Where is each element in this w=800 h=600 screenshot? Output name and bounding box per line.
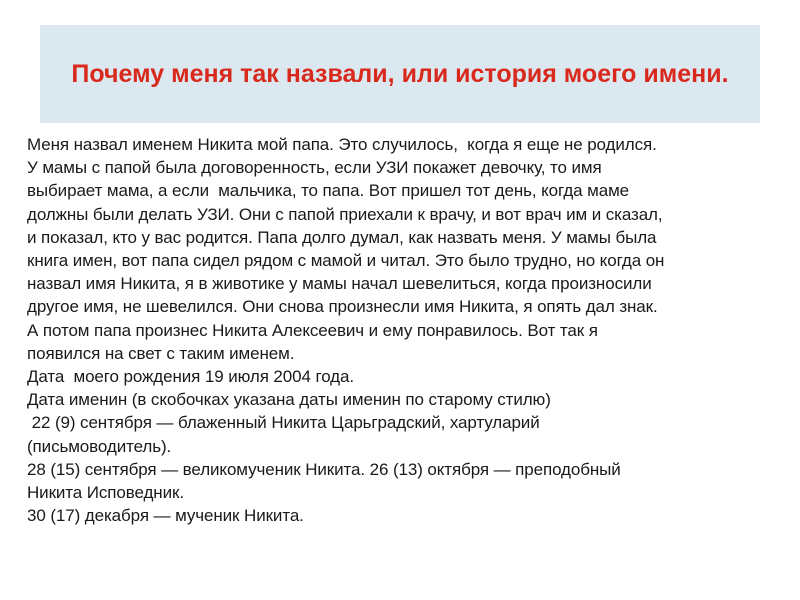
text-line: назвал имя Никита, я в животике у мамы начал шевелиться, когда произносили [27, 274, 652, 294]
birth-date-line: Дата моего рождения 19 июля 2004 года. [27, 367, 354, 387]
text-line: Меня назвал именем Никита мой папа. Это случилось, когда я еще не родился. [27, 135, 657, 154]
name-day-entry: Никита Исповедник. [27, 483, 184, 503]
name-day-entry: 22 (9) сентября — блаженный Никита Царьградский, хартуларий [27, 413, 540, 433]
story-text [27, 133, 777, 527]
text-line: У мамы с папой была договоренность, если УЗИ покажет девочку, то имя [27, 158, 602, 178]
text-line: и показал, кто у вас родится. Папа долго думал, как назвать меня. У мамы была [27, 227, 657, 247]
title-banner [40, 25, 760, 123]
text-line: А потом папа произнес Никита Алексеевич и ему понравилось. Вот так я [27, 320, 598, 340]
name-day-entry: 28 (15) сентября — великомученик Никита. 26 (13) октября — преподобный [27, 459, 621, 479]
text-line: выбирает мама, а если мальчика, то папа. Вот пришел тот день, когда маме [27, 181, 630, 201]
name-day-entry: (письмоводитель). [27, 436, 172, 456]
name-day-heading: Дата именин (в скобочках указана даты именин по старому стилю) [27, 390, 551, 410]
text-line: должны были делать УЗИ. Они с папой приехали к врачу, и вот врач им и сказал, [27, 204, 663, 224]
slide-title: Почему меня так назвали, или история моего имени. [71, 60, 729, 88]
name-day-entry: 30 (17) декабря — мученик Никита. [27, 506, 304, 526]
text-line: другое имя, не шевелился. Они снова произнесли имя Никита, я опять дал знак. [27, 297, 658, 317]
text-line: появился на свет с таким именем. [27, 343, 295, 363]
text-line: книга имен, вот папа сидел рядом с мамой и читал. Это было трудно, но когда он [27, 251, 665, 271]
